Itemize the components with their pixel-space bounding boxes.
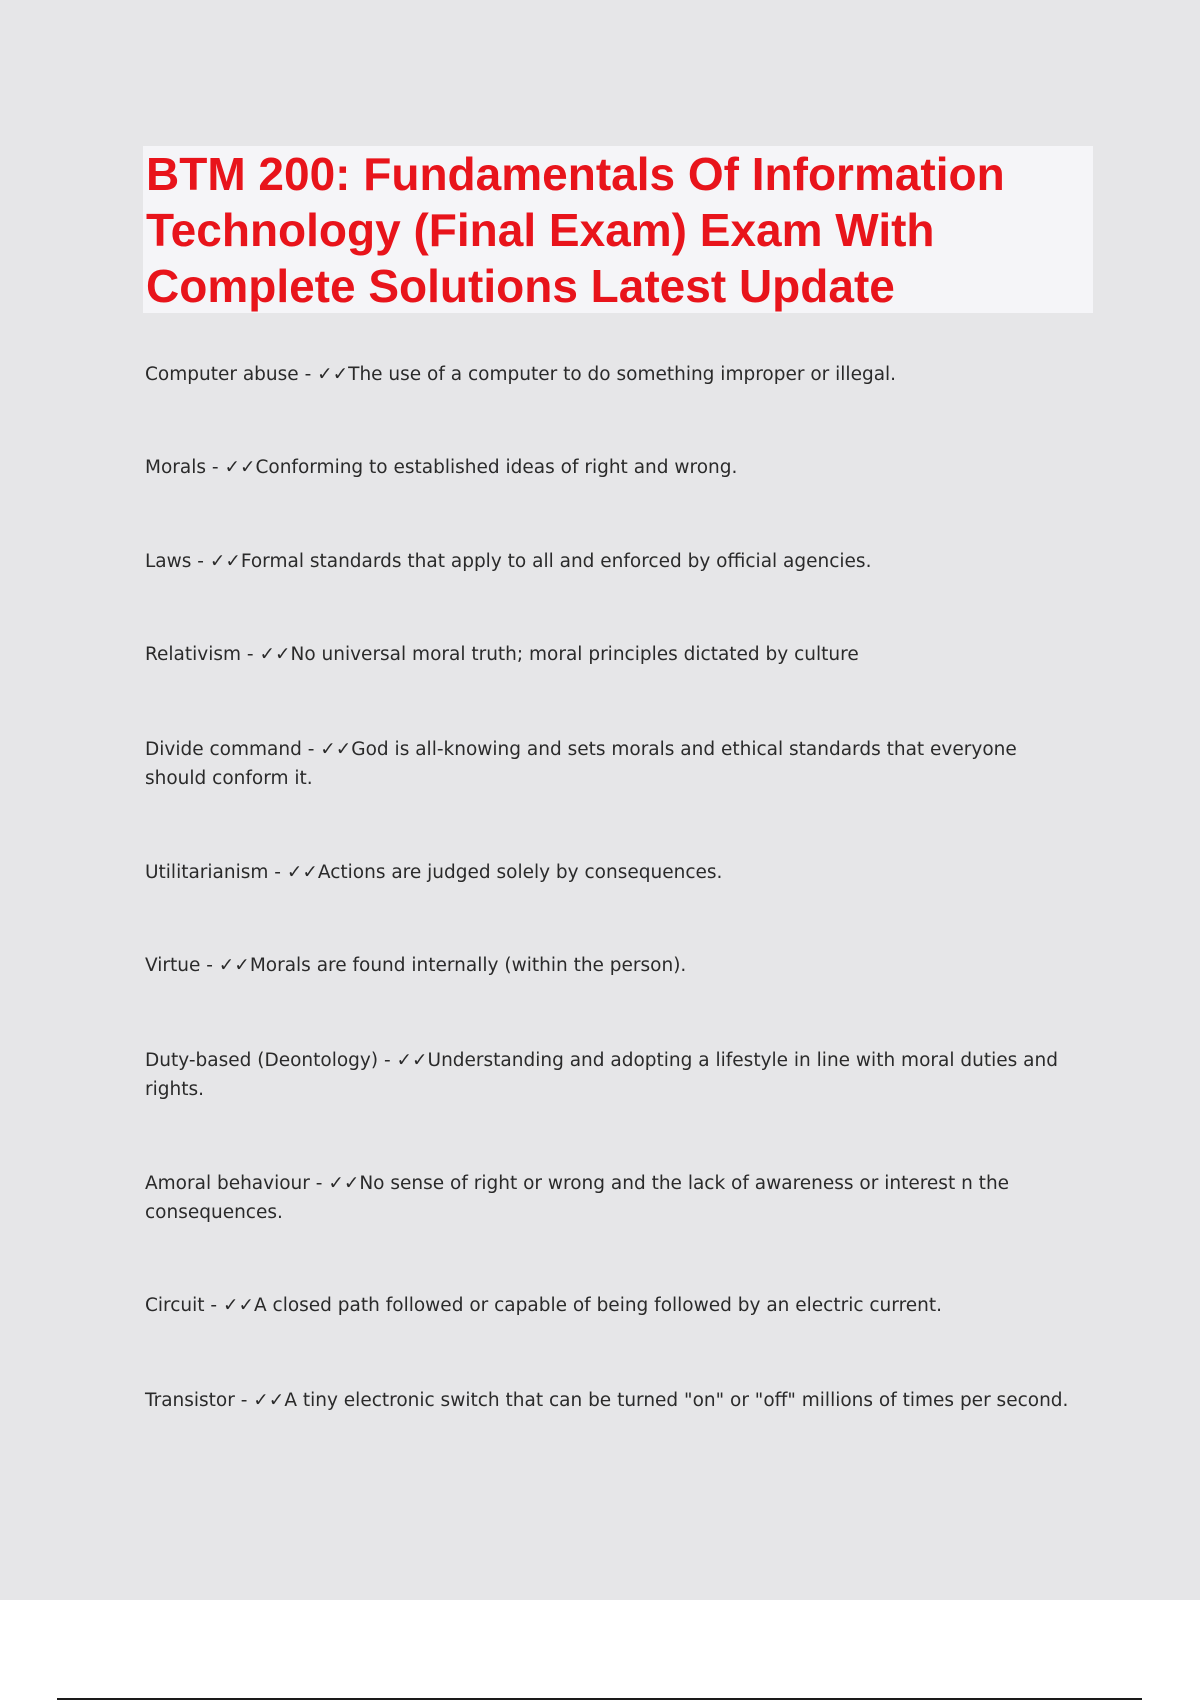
check-separator: - ✓✓	[301, 739, 352, 760]
check-separator: - ✓✓	[298, 364, 349, 385]
term-definition: Morals are found internally (within the person).	[249, 955, 687, 976]
term-entry	[145, 1386, 1075, 1415]
term-definition: No sense of right or wrong and the lack of awareness or interest n the consequences.	[145, 1173, 1010, 1223]
term-definition: Conforming to established ideas of right and wrong.	[255, 457, 738, 478]
check-separator: - ✓✓	[204, 1295, 254, 1316]
check-separator: - ✓✓	[191, 551, 241, 572]
check-separator: - ✓✓	[309, 1173, 360, 1194]
term-name: Computer abuse	[145, 364, 299, 385]
term-entry	[145, 858, 1075, 887]
check-separator: - ✓✓	[234, 1390, 285, 1411]
term-entry	[145, 1291, 1075, 1320]
check-separator: - ✓✓	[241, 644, 291, 665]
term-entry	[145, 735, 1075, 793]
term-name: Utilitarianism	[145, 862, 269, 883]
check-separator: - ✓✓	[268, 862, 318, 883]
term-definition: No universal moral truth; moral principles dictated by culture	[290, 644, 859, 665]
term-entry	[145, 547, 1075, 576]
term-entry	[145, 360, 1075, 389]
term-name: Divide command	[145, 739, 302, 760]
term-name: Transistor	[145, 1390, 235, 1411]
term-name: Circuit	[145, 1295, 205, 1316]
term-definition: Formal standards that apply to all and enforced by official agencies.	[240, 551, 872, 572]
term-name: Relativism	[145, 644, 242, 665]
term-name: Amoral behaviour	[145, 1173, 310, 1194]
term-name: Laws	[145, 551, 192, 572]
check-separator: - ✓✓	[200, 955, 250, 976]
document-title: BTM 200: Fundamentals Of Information Technology (Final Exam) Exam With Complete Solutions Latest Update	[146, 148, 1005, 312]
check-separator: - ✓✓	[378, 1050, 428, 1071]
term-definition: Understanding and adopting a lifestyle in line with moral duties and rights.	[145, 1050, 1058, 1100]
term-entry	[145, 1169, 1075, 1227]
term-entry	[145, 453, 1075, 482]
term-name: Duty-based (Deontology)	[145, 1050, 379, 1071]
term-definition: A tiny electronic switch that can be turned "on" or "off" millions of times per second.	[284, 1390, 1069, 1411]
term-definition: The use of a computer to do something improper or illegal.	[348, 364, 897, 385]
term-entry	[145, 1046, 1075, 1104]
term-name: Morals	[145, 457, 207, 478]
term-name: Virtue	[145, 955, 201, 976]
term-definition: Actions are judged solely by consequences.	[317, 862, 723, 883]
term-entry	[145, 640, 1075, 669]
check-separator: - ✓✓	[206, 457, 256, 478]
term-definition: A closed path followed or capable of being followed by an electric current.	[254, 1295, 943, 1316]
term-entry	[145, 951, 1075, 980]
term-definition: God is all-knowing and sets morals and ethical standards that everyone should conform it.	[145, 739, 1017, 789]
